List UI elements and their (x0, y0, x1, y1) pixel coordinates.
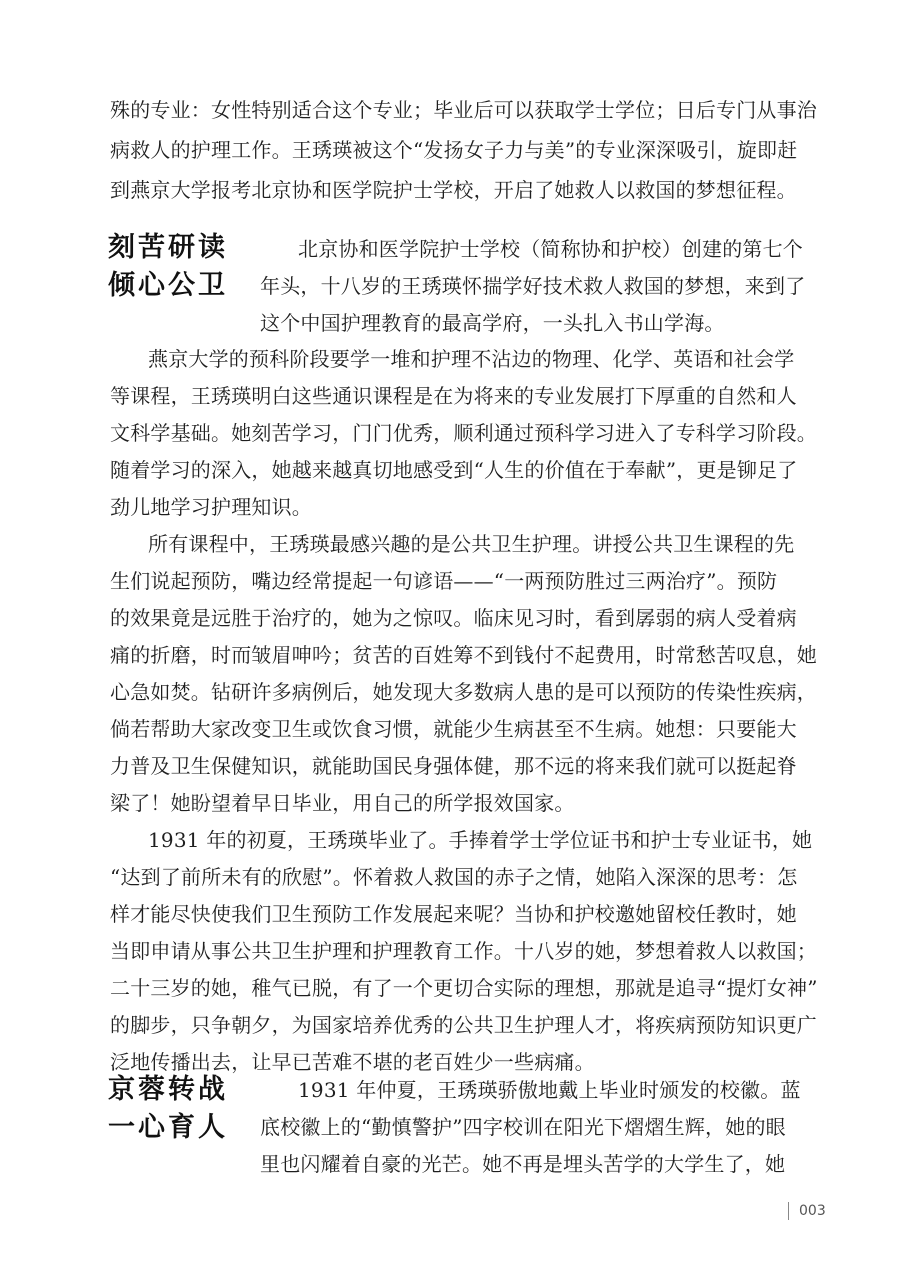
section-heading-line: 京蓉转战 (108, 1074, 228, 1105)
section-heading-line: 刻苦研读 (108, 232, 228, 263)
text-line: 燕京大学的预科阶段要学一堆和护理不沾边的物理、化学、英语和社会学 (148, 347, 795, 371)
text-line: 所有课程中，王琇瑛最感兴趣的是公共卫生护理。讲授公共卫生课程的先 (148, 532, 795, 556)
page-number: 003 (799, 1203, 826, 1219)
text-line: 里也闪耀着自豪的光芒。她不再是埋头苦学的大学生了，她 (260, 1152, 786, 1176)
text-line: 1931 年的初夏，王琇瑛毕业了。手捧着学士学位证书和护士专业证书，她 (148, 828, 813, 852)
text-line: 梁了！她盼望着早日毕业，用自己的所学报效国家。 (110, 791, 575, 815)
text-line: 痛的折磨，时而皱眉呻吟；贫苦的百姓筹不到钱付不起费用，时常愁苦叹息，她 (110, 643, 817, 667)
text-line: 力普及卫生保健知识，就能助国民身强体健，那不远的将来我们就可以挺起脊 (110, 754, 797, 778)
text-line: 底校徽上的“勤慎警护”四字校训在阳光下熠熠生辉，她的眼 (260, 1115, 786, 1139)
text-line: 文科学基础。她刻苦学习，门门优秀，顺利通过预科学习进入了专科学习阶段。 (110, 421, 817, 445)
text-line: 到燕京大学报考北京协和医学院护士学校，开启了她救人以救国的梦想征程。 (110, 178, 797, 202)
footer-divider (788, 1202, 789, 1220)
text-line: 生们说起预防，嘴边经常提起一句谚语——“一两预防胜过三两治疗”。预防 (110, 569, 778, 593)
page-footer (788, 1200, 826, 1222)
text-line: 北京协和医学院护士学校（简称协和护校）创建的第七个 (298, 237, 803, 261)
text-line: 的脚步，只争朝夕，为国家培养优秀的公共卫生护理人才，将疾病预防知识更广 (110, 1013, 817, 1037)
text-line: 病救人的护理工作。王琇瑛被这个“发扬女子力与美”的专业深深吸引，旋即赶 (110, 138, 798, 162)
text-line: 殊的专业：女性特别适合这个专业；毕业后可以获取学士学位；日后专门从事治 (110, 98, 817, 122)
section-heading-line: 一心育人 (108, 1112, 228, 1143)
text-line: 当即申请从事公共卫生护理和护理教育工作。十八岁的她，梦想着救人以救国； (110, 939, 817, 963)
text-line: 随着学习的深入，她越来越真切地感受到“人生的价值在于奉献”，更是铆足了 (110, 458, 798, 482)
text-line: 等课程，王琇瑛明白这些通识课程是在为将来的专业发展打下厚重的自然和人 (110, 384, 797, 408)
text-line: 这个中国护理教育的最高学府，一头扎入书山学海。 (260, 311, 725, 335)
text-line: 泛地传播出去，让早已苦难不堪的老百姓少一些病痛。 (110, 1050, 595, 1074)
text-line: 心急如焚。钻研许多病例后，她发现大多数病人患的是可以预防的传染性疾病， (110, 680, 817, 704)
text-line: 倘若帮助大家改变卫生或饮食习惯，就能少生病甚至不生病。她想：只要能大 (110, 717, 797, 741)
text-line: 年头，十八岁的王琇瑛怀揣学好技术救人救国的梦想，来到了 (260, 274, 806, 298)
text-line: 的效果竟是远胜于治疗的，她为之惊叹。临床见习时，看到孱弱的病人受着病 (110, 606, 797, 630)
text-line: 二十三岁的她，稚气已脱，有了一个更切合实际的理想，那就是追寻“提灯女神” (110, 976, 818, 1000)
text-line: 样才能尽快使我们卫生预防工作发展起来呢？当协和护校邀她留校任教时，她 (110, 902, 797, 926)
text-line: 劲儿地学习护理知识。 (110, 495, 312, 519)
text-line: 1931 年仲夏，王琇瑛骄傲地戴上毕业时颁发的校徽。蓝 (298, 1078, 801, 1102)
text-line: “达到了前所未有的欣慰”。怀着救人救国的赤子之情，她陷入深深的思考：怎 (110, 865, 798, 889)
section-heading-line: 倾心公卫 (108, 270, 228, 301)
